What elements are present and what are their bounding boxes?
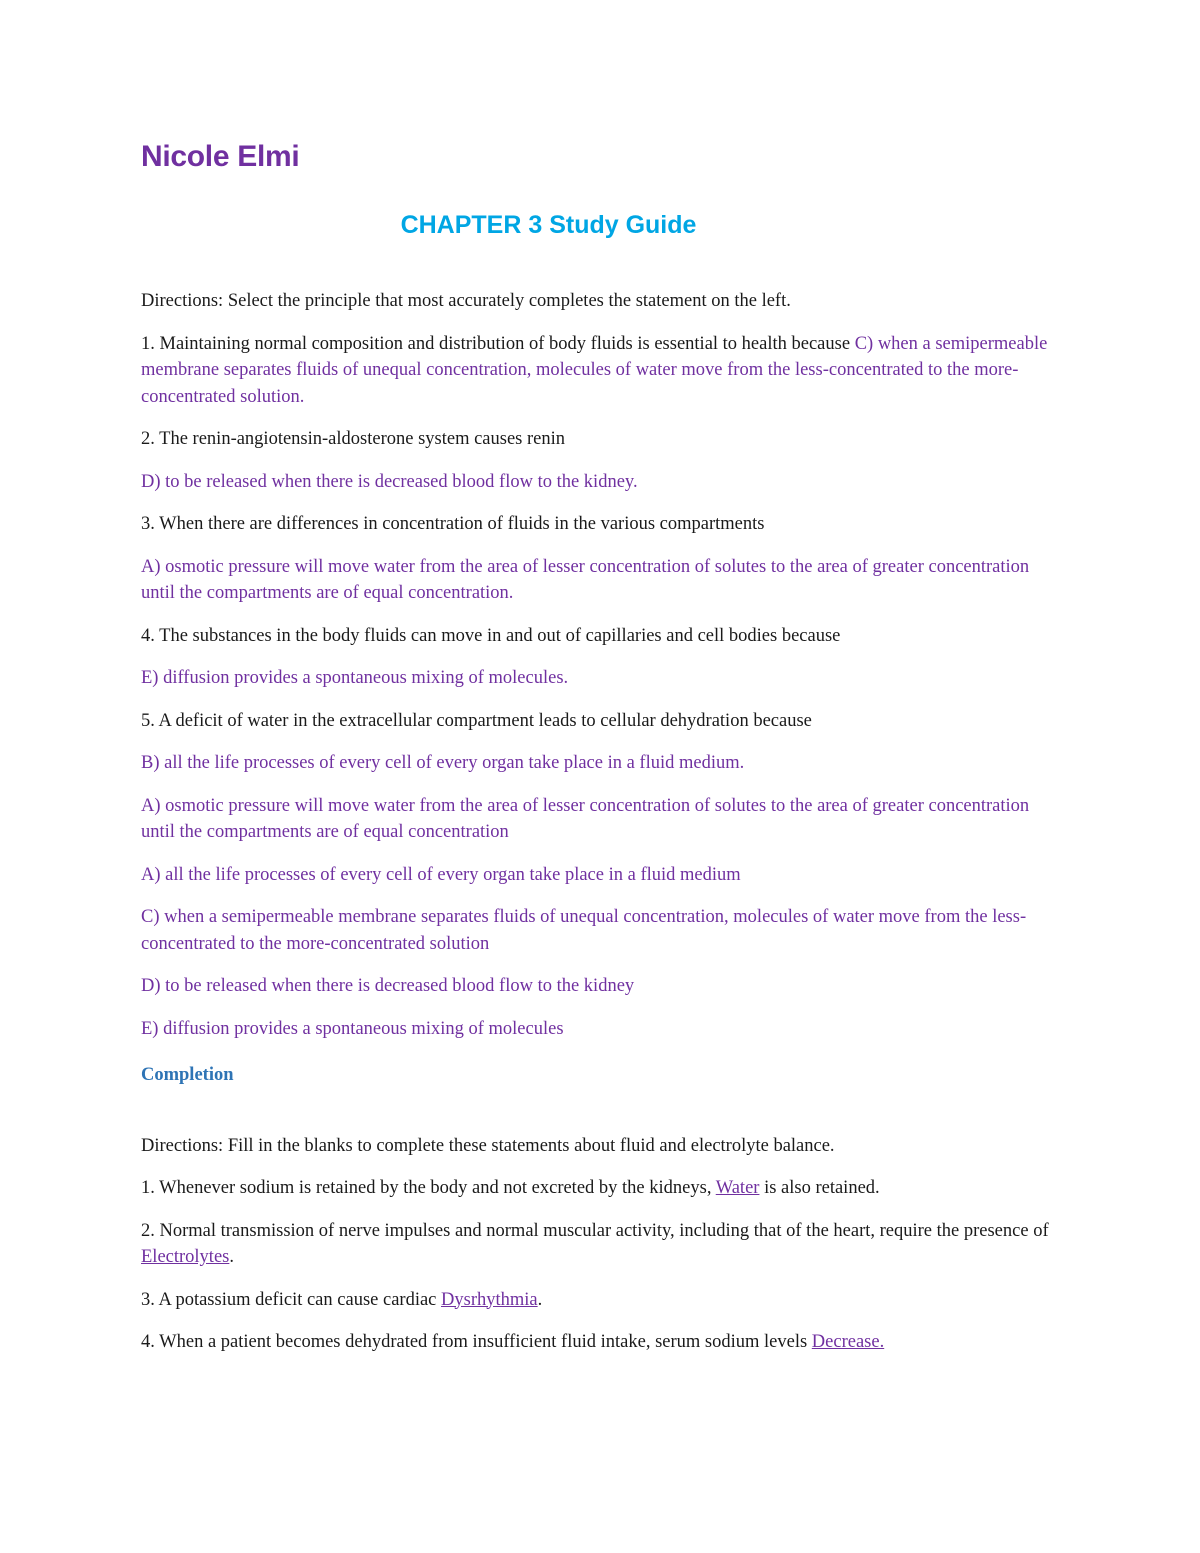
option-item: A) all the life processes of every cell of every organ take place in a fluid medium (141, 864, 741, 885)
question-1-text: 1. Maintaining normal composition and distribution of body fluids is essential to health because (141, 333, 855, 354)
question-2-text: 2. The renin-angiotensin-aldosterone system causes renin (141, 429, 566, 449)
completion-item-text: 1. Whenever sodium is retained by the body and not excreted by the kidneys, (141, 1178, 716, 1198)
matching-directions: Directions: Select the principle that most accurately completes the statement on the left. (141, 291, 791, 311)
question-3-answer: A) osmotic pressure will move water from the area of lesser concentration of solutes to the area of greater concentration until the compartments are of equal concentration. (141, 556, 1030, 603)
completion-item-text: 4. When a patient becomes dehydrated from insufficient fluid intake, serum sodium levels (141, 1332, 812, 1352)
completion-answer-water: Water (715, 1178, 760, 1198)
question-5-answer: B) all the life processes of every cell of every organ take place in a fluid medium. (141, 753, 745, 773)
completion-item-1 (141, 1175, 1056, 1202)
completion-answer-dysrhythmia: Dysrhythmia (441, 1289, 538, 1310)
question-4-answer: E) diffusion provides a spontaneous mixing of molecules. (141, 668, 569, 688)
question-3-text: 3. When there are differences in concentration of fluids in the various compartments (141, 514, 765, 534)
option-item: E) diffusion provides a spontaneous mixing of molecules (141, 1018, 564, 1039)
document-body (141, 288, 1056, 1372)
question-5-text: 5. A deficit of water in the extracellular compartment leads to cellular dehydration because (141, 710, 812, 731)
question-4-text: 4. The substances in the body fluids can move in and out of capillaries and cell bodies because (141, 625, 841, 646)
completion-item-4 (141, 1329, 1056, 1356)
option-item: C) when a semipermeable membrane separates fluids of unequal concentration, molecules of water move from the less-concentrated to the more-concentrated solution (141, 907, 1027, 954)
completion-item-2 (141, 1218, 1056, 1271)
completion-answer-decrease: Decrease. (811, 1332, 885, 1352)
completion-item-text: 2. Normal transmission of nerve impulses and normal muscular activity, including that of the heart, require the presence of (141, 1220, 1049, 1241)
completion-item-text: . (537, 1289, 543, 1310)
option-item: A) osmotic pressure will move water from the area of lesser concentration of solutes to the area of greater concentration until the compartments are of equal concentration (141, 795, 1030, 842)
completion-answer-electrolytes: Electrolytes (141, 1247, 230, 1267)
author-name: Nicole Elmi (141, 140, 300, 173)
question-1 (141, 331, 1056, 411)
completion-item-text: is also retained. (759, 1178, 880, 1198)
completion-item-text: 3. A potassium deficit can cause cardiac (141, 1289, 442, 1310)
option-item: D) to be released when there is decreased blood flow to the kidney (141, 976, 635, 996)
completion-item-3 (141, 1287, 1056, 1314)
completion-heading: Completion (141, 1065, 234, 1085)
completion-item-text: . (229, 1247, 234, 1267)
chapter-title: CHAPTER 3 Study Guide (400, 211, 697, 239)
question-2-answer: D) to be released when there is decreased blood flow to the kidney. (141, 471, 638, 492)
question-1-answer: C) when a semipermeable membrane separates fluids of unequal concentration, molecules of water move from the less-concentrated to the more-concentrated solution. (141, 333, 1048, 407)
document-page (141, 0, 1056, 1553)
completion-directions: Directions: Fill in the blanks to complete these statements about fluid and electrolyte balance. (141, 1135, 835, 1156)
